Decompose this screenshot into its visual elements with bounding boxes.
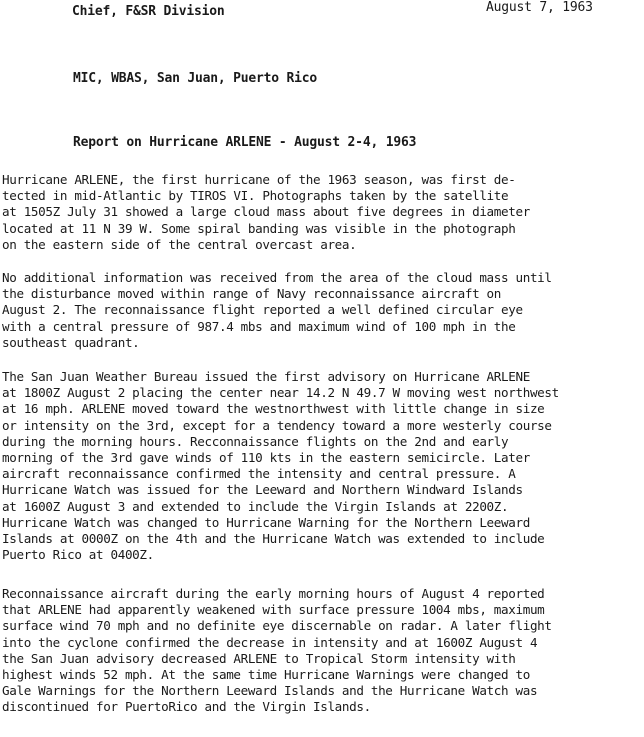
paragraph-weakening xyxy=(2,586,642,716)
text-line: discontinued for PuertoRico and the Virgin Islands. xyxy=(2,699,371,715)
text-line: at 1600Z August 3 and extended to include the Virgin Islands at 2200Z. xyxy=(2,498,509,514)
text-line: Hurricane ARLENE, the first hurricane of the 1963 season, was first de- xyxy=(2,172,516,187)
text-line: that ARLENE had apparently weakened with surface pressure 1004 mbs, maximum xyxy=(2,602,545,618)
paragraph-first-detection xyxy=(2,172,642,253)
text-line: at 1800Z August 2 placing the center near 14.2 N 49.7 W moving west northwest xyxy=(2,385,559,401)
text-line: Gale Warnings for the Northern Leeward Islands and the Hurricane Watch was xyxy=(2,683,538,699)
text-line: aircraft reconnaissance confirmed the intensity and central pressure. A xyxy=(2,466,516,482)
text-line: No additional information was received from the area of the cloud mass until xyxy=(2,270,552,285)
text-line: The San Juan Weather Bureau issued the first advisory on Hurricane ARLENE xyxy=(2,369,530,384)
text-line: Hurricane Watch was issued for the Leeward and Northern Windward Islands xyxy=(2,482,523,498)
memo-to: MIC, WBAS, San Juan, Puerto Rico xyxy=(73,71,318,86)
paragraph-reconnaissance xyxy=(2,270,642,351)
text-line: August 2. The reconnaissance flight reported a well defined circular eye xyxy=(2,302,523,318)
text-line: the disturbance moved within range of Navy reconnaissance aircraft on xyxy=(2,286,502,302)
paragraph-advisories xyxy=(2,369,642,563)
text-line: surface wind 70 mph and no definite eye discernable on radar. A later flight xyxy=(2,618,552,634)
text-line: Hurricane Watch was changed to Hurricane Warning for the Northern Leeward xyxy=(2,514,530,530)
text-line: Islands at 0000Z on the 4th and the Hurricane Watch was extended to include xyxy=(2,531,545,547)
text-line: on the eastern side of the central overcast area. xyxy=(2,236,357,252)
text-line: southeast quadrant. xyxy=(2,334,140,350)
text-line: highest winds 52 mph. At the same time Hurricane Warnings were changed to xyxy=(2,667,530,683)
text-line: with a central pressure of 987.4 mbs and maximum wind of 100 mph in the xyxy=(2,318,516,334)
text-line: Puerto Rico at 0400Z. xyxy=(2,547,154,563)
text-line: located at 11 N 39 W. Some spiral banding was visible in the photograph xyxy=(2,220,516,236)
text-line: at 1505Z July 31 showed a large cloud mass about five degrees in diameter xyxy=(2,204,530,220)
text-line: or intensity on the 3rd, except for a tendency toward a more westerly course xyxy=(2,417,552,433)
text-line: morning of the 3rd gave winds of 110 kts in the eastern semicircle. Later xyxy=(2,450,530,466)
text-line: Reconnaissance aircraft during the early morning hours of August 4 reported xyxy=(2,586,545,601)
memo-subject: Report on Hurricane ARLENE - August 2-4, 1963 xyxy=(73,135,417,150)
text-line: the San Juan advisory decreased ARLENE to Tropical Storm intensity with xyxy=(2,650,516,666)
memo-date: August 7, 1963 xyxy=(486,0,593,15)
text-line: at 16 mph. ARLENE moved toward the westnorthwest with little change in size xyxy=(2,401,545,417)
memo-from: Chief, F&SR Division xyxy=(72,4,225,19)
text-line: during the morning hours. Recconnaissance flights on the 2nd and early xyxy=(2,433,509,449)
text-line: into the cyclone confirmed the decrease in intensity and at 1600Z August 4 xyxy=(2,634,538,650)
text-line: tected in mid-Atlantic by TIROS VI. Photographs taken by the satellite xyxy=(2,188,509,204)
